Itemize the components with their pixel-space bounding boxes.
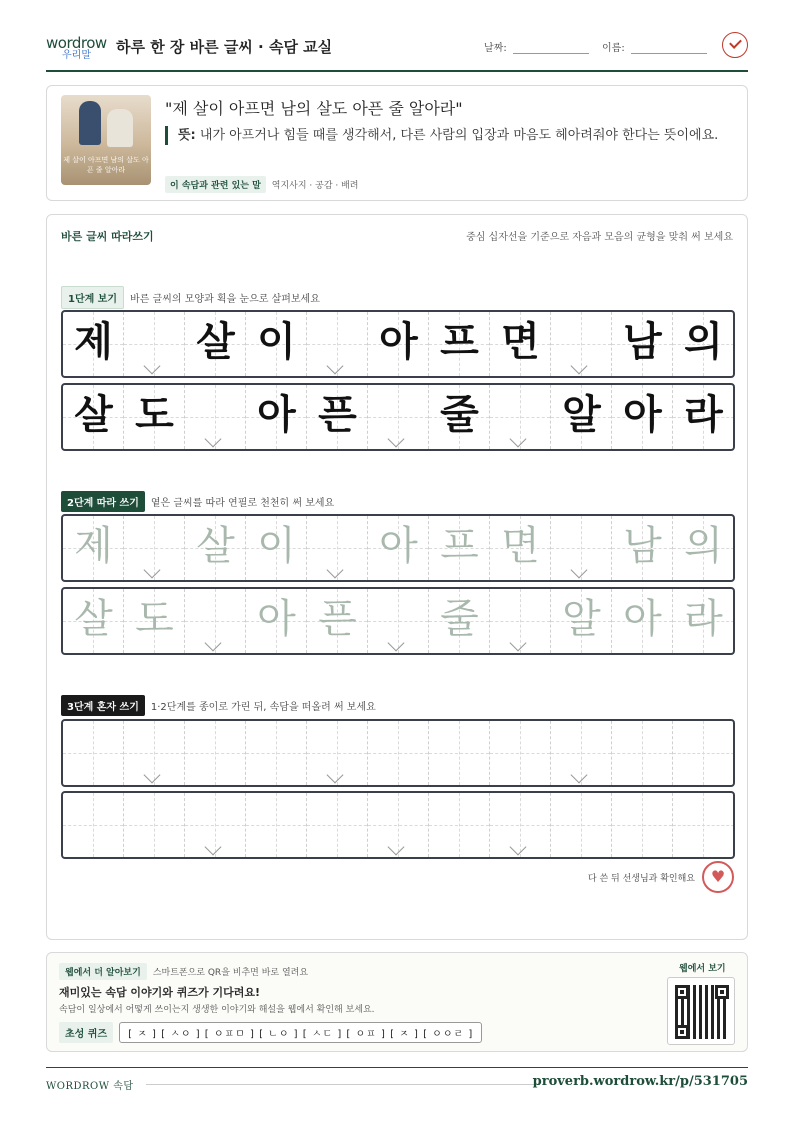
- web-more-note: 스마트폰으로 QR을 비추면 바로 열려요: [152, 968, 309, 978]
- space-mark-icon: [144, 358, 161, 375]
- illustration-person-2: [107, 109, 133, 147]
- qr-finder: [715, 985, 729, 999]
- trace-character: 이: [257, 523, 296, 569]
- grid-cell: [63, 312, 124, 376]
- trace-character: 알: [562, 596, 601, 642]
- grid-cell[interactable]: [551, 516, 612, 580]
- web-more-headline: 재미있는 속담 이야기와 퀴즈가 기다려요!: [59, 986, 260, 999]
- space-mark-icon: [327, 767, 344, 784]
- grid-cell: [673, 385, 734, 449]
- space-mark-icon: [510, 431, 527, 448]
- grid-cell[interactable]: [612, 589, 673, 653]
- space-mark-icon: [510, 839, 527, 856]
- trace-character: 도: [135, 596, 174, 642]
- grid-cell[interactable]: [490, 793, 551, 857]
- model-character: 프: [440, 319, 479, 365]
- space-mark-icon: [571, 562, 588, 579]
- trace-character: 아: [257, 596, 296, 642]
- name-field: [602, 39, 707, 54]
- date-input-line[interactable]: [513, 42, 589, 54]
- footer-rule: [146, 1084, 540, 1085]
- grid-cell[interactable]: [429, 589, 490, 653]
- grid-cell[interactable]: [185, 516, 246, 580]
- grid-cell[interactable]: [124, 793, 185, 857]
- grid-cell[interactable]: [429, 793, 490, 857]
- proverb-meaning: [165, 126, 725, 145]
- practice-section: [46, 214, 748, 940]
- grid-cell: [246, 385, 307, 449]
- space-mark-icon: [510, 635, 527, 652]
- model-character: 제: [74, 319, 113, 365]
- grid-cell[interactable]: [490, 589, 551, 653]
- grid-cell[interactable]: [307, 721, 368, 785]
- teacher-check-text: 다 쓴 뒤 선생님과 확인해요: [587, 874, 695, 884]
- grid-cell[interactable]: [490, 516, 551, 580]
- model-character: 줄: [440, 392, 479, 438]
- step2-header: [61, 491, 334, 512]
- practice-note: 중심 십자선을 기준으로 자음과 모음의 균형을 맞춰 써 보세요: [466, 232, 733, 243]
- related-label: 이 속담과 관련 있는 말: [165, 176, 266, 193]
- grid-cell: [551, 312, 612, 376]
- trace-character: 라: [684, 596, 723, 642]
- space-mark-icon: [388, 431, 405, 448]
- space-mark-icon: [571, 358, 588, 375]
- model-character: 아: [623, 392, 662, 438]
- grid-cell[interactable]: [63, 721, 124, 785]
- grid-cell[interactable]: [246, 793, 307, 857]
- grid-cell[interactable]: [673, 516, 734, 580]
- meaning-text: 내가 아프거나 힘들 때를 생각해서, 다른 사람의 입장과 마음도 헤아려줘야 한다는 뜻이에요.: [195, 128, 719, 143]
- grid-cell: [63, 385, 124, 449]
- grid-cell[interactable]: [429, 721, 490, 785]
- proverb-illustration: [61, 95, 151, 185]
- web-more-desc: 속담이 일상에서 어떻게 쓰이는지 생생한 이야기와 해설을 웹에서 확인해 보세요.: [59, 1005, 375, 1015]
- qr-code-icon[interactable]: [667, 977, 735, 1045]
- grid-cell[interactable]: [63, 793, 124, 857]
- step3-badge: 3단계 혼자 쓰기: [61, 695, 145, 716]
- grid-cell[interactable]: [124, 589, 185, 653]
- model-character: 면: [501, 319, 540, 365]
- web-more-label: 웹에서 더 알아보기: [59, 963, 147, 980]
- grid-cell[interactable]: [307, 589, 368, 653]
- space-mark-icon: [205, 431, 222, 448]
- grid-row[interactable]: [61, 791, 735, 859]
- step2-badge: 2단계 따라 쓰기: [61, 491, 145, 512]
- logo-subtext: 우리말: [62, 50, 91, 61]
- date-label: 날짜:: [484, 43, 507, 54]
- related-list: 역지사지 · 공감 · 배려: [271, 181, 359, 191]
- step2-text: 옅은 글씨를 따라 연필로 천천히 써 보세요: [150, 498, 335, 509]
- grid-cell[interactable]: [63, 589, 124, 653]
- model-character: 남: [623, 319, 662, 365]
- space-mark-icon: [327, 562, 344, 579]
- logo-text: wordrow: [46, 34, 107, 52]
- grid-cell[interactable]: [612, 721, 673, 785]
- qr-finder: [675, 985, 689, 999]
- practice-title: 바른 글씨 따라쓰기: [61, 230, 154, 243]
- grid-cell: [490, 312, 551, 376]
- illustration-person-1: [79, 101, 101, 145]
- space-mark-icon: [205, 839, 222, 856]
- footer-url[interactable]: proverb.wordrow.kr/p/531705: [532, 1074, 748, 1089]
- trace-character: 남: [623, 523, 662, 569]
- grid-cell[interactable]: [368, 516, 429, 580]
- model-character: 아: [257, 392, 296, 438]
- quiz-text: [ ㅈ ] [ ㅅㅇ ] [ ㅇㅍㅁ ] [ ㄴㅇ ] [ ㅅㄷ ] [ ㅇㅍ ] [ ㅈ ] [ ㅇㅇㄹ ]: [119, 1022, 482, 1043]
- grid-cell[interactable]: [368, 721, 429, 785]
- space-mark-icon: [388, 839, 405, 856]
- trace-character: 아: [623, 596, 662, 642]
- grid-cell[interactable]: [429, 516, 490, 580]
- grid-cell[interactable]: [673, 721, 734, 785]
- grid-cell: [368, 385, 429, 449]
- model-character: 알: [562, 392, 601, 438]
- quiz-label: 초성 퀴즈: [59, 1022, 113, 1043]
- qr-pattern: [675, 985, 729, 1039]
- grid-cell[interactable]: [307, 793, 368, 857]
- step1-header: [61, 286, 320, 309]
- trace-character: 살: [196, 523, 235, 569]
- grid-cell[interactable]: [307, 516, 368, 580]
- proverb-card: [46, 85, 748, 201]
- step3-text: 1·2단계를 종이로 가린 뒤, 속담을 떠올려 써 보세요: [150, 702, 376, 713]
- grid-cell[interactable]: [246, 516, 307, 580]
- check-stamp-icon: [722, 32, 748, 58]
- trace-character: 제: [74, 523, 113, 569]
- grid-cell: [612, 385, 673, 449]
- related-words: [165, 176, 359, 193]
- name-input-line[interactable]: [631, 42, 707, 54]
- date-field: [484, 39, 589, 54]
- grid-cell: [124, 385, 185, 449]
- grid-cell: [307, 385, 368, 449]
- grid-row[interactable]: [61, 514, 735, 582]
- page-header: [46, 32, 748, 72]
- qr-label: 웹에서 보기: [679, 964, 726, 974]
- grid-row[interactable]: [61, 719, 735, 787]
- grid-cell: [185, 312, 246, 376]
- model-character: 살: [74, 392, 113, 438]
- initial-quiz: [59, 1022, 482, 1043]
- grid-cell[interactable]: [63, 516, 124, 580]
- grid-cell[interactable]: [368, 793, 429, 857]
- step3-header: [61, 695, 376, 716]
- grid-cell[interactable]: [673, 793, 734, 857]
- grid-cell[interactable]: [673, 589, 734, 653]
- space-mark-icon: [571, 767, 588, 784]
- page-footer: [46, 1067, 748, 1092]
- space-mark-icon: [144, 767, 161, 784]
- web-more-box: [46, 952, 748, 1052]
- model-character: 아: [379, 319, 418, 365]
- meaning-label: 뜻:: [178, 128, 196, 143]
- space-mark-icon: [144, 562, 161, 579]
- proverb-text: "제 살이 아프면 남의 살도 아픈 줄 알아라": [165, 99, 463, 118]
- trace-character: 줄: [440, 596, 479, 642]
- grid-cell[interactable]: [185, 793, 246, 857]
- page-title: 하루 한 장 바른 글씨 · 속담 교실: [116, 38, 333, 56]
- step1-text: 바른 글씨의 모양과 획을 눈으로 살펴보세요: [130, 294, 320, 305]
- grid-cell[interactable]: [124, 721, 185, 785]
- trace-character: 의: [684, 523, 723, 569]
- footer-brand: WORDROW 속담: [46, 1081, 134, 1092]
- space-mark-icon: [205, 635, 222, 652]
- space-mark-icon: [388, 635, 405, 652]
- grid-cell[interactable]: [612, 793, 673, 857]
- grid-cell[interactable]: [368, 589, 429, 653]
- grid-cell: [429, 385, 490, 449]
- trace-character: 픈: [318, 596, 357, 642]
- grid-cell: [185, 385, 246, 449]
- grid-cell: [368, 312, 429, 376]
- trace-character: 면: [501, 523, 540, 569]
- grid-cell[interactable]: [551, 589, 612, 653]
- grid-cell[interactable]: [185, 589, 246, 653]
- model-character: 도: [135, 392, 174, 438]
- grid-row: [61, 383, 735, 451]
- grid-cell[interactable]: [612, 516, 673, 580]
- model-character: 이: [257, 319, 296, 365]
- space-mark-icon: [327, 358, 344, 375]
- trace-character: 아: [379, 523, 418, 569]
- grid-cell: [124, 312, 185, 376]
- grid-cell[interactable]: [185, 721, 246, 785]
- heart-seal-icon: [702, 861, 734, 893]
- illustration-caption: 제 살이 아프면 남의 살도 아픈 줄 알아라: [63, 156, 149, 174]
- trace-character: 살: [74, 596, 113, 642]
- grid-cell[interactable]: [246, 589, 307, 653]
- qr-finder: [675, 1025, 689, 1039]
- model-character: 의: [684, 319, 723, 365]
- grid-row[interactable]: [61, 587, 735, 655]
- trace-character: 프: [440, 523, 479, 569]
- model-character: 살: [196, 319, 235, 365]
- grid-cell[interactable]: [490, 721, 551, 785]
- grid-cell: [307, 312, 368, 376]
- grid-cell: [246, 312, 307, 376]
- grid-cell: [673, 312, 734, 376]
- model-character: 라: [684, 392, 723, 438]
- grid-cell: [429, 312, 490, 376]
- grid-cell: [551, 385, 612, 449]
- grid-cell[interactable]: [124, 516, 185, 580]
- grid-row: [61, 310, 735, 378]
- grid-cell[interactable]: [551, 793, 612, 857]
- grid-cell: [490, 385, 551, 449]
- grid-cell[interactable]: [246, 721, 307, 785]
- grid-cell: [612, 312, 673, 376]
- model-character: 픈: [318, 392, 357, 438]
- web-more-tag: [59, 963, 308, 980]
- grid-cell[interactable]: [551, 721, 612, 785]
- name-label: 이름:: [602, 43, 625, 54]
- step1-badge: 1단계 보기: [61, 286, 124, 309]
